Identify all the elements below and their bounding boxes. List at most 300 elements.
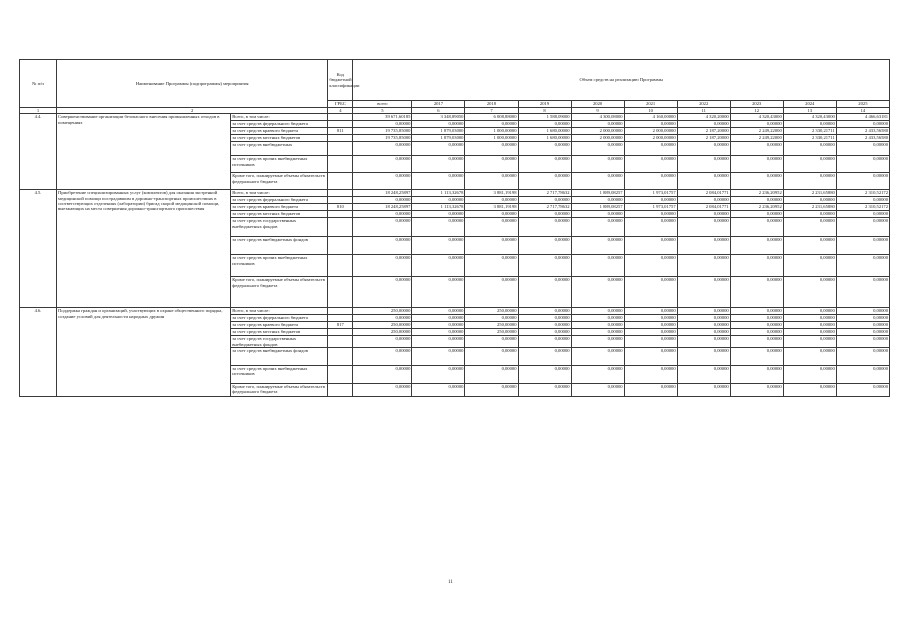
year-value: 0,00000 — [518, 315, 571, 322]
year-value: 1 000,00000 — [465, 135, 518, 142]
year-value: 0,00000 — [571, 197, 624, 204]
year-value: 0,00000 — [518, 322, 571, 329]
header-total: всего — [353, 101, 412, 108]
year-value: 0,00000 — [730, 255, 783, 277]
year-value: 0,00000 — [571, 156, 624, 173]
year-value: 0,00000 — [783, 142, 836, 156]
year-value: 1 973,01757 — [624, 204, 677, 211]
year-value: 0,00000 — [465, 156, 518, 173]
total-value: 0,00000 — [353, 237, 412, 255]
year-value: 0,00000 — [571, 255, 624, 277]
year-value: 0,00000 — [571, 365, 624, 383]
header-year: 2017 — [412, 101, 465, 108]
year-value: 0,00000 — [783, 347, 836, 365]
budget-table — [19, 59, 890, 397]
year-value: 0,00000 — [677, 197, 730, 204]
year-value: 0,00000 — [730, 121, 783, 128]
year-value: 1 680,00000 — [518, 135, 571, 142]
year-value: 0,00000 — [624, 347, 677, 365]
total-value: 0,00000 — [353, 121, 412, 128]
funding-source: Кроме того, планируемые объемы обязательств федерального бюджета — [231, 383, 328, 396]
year-value: 0,00000 — [465, 277, 518, 308]
year-value: 0,00000 — [836, 347, 889, 365]
year-value: 0,00000 — [730, 308, 783, 315]
column-number: 8 — [518, 108, 571, 114]
year-value: 0,00000 — [571, 277, 624, 308]
year-value: 0,00000 — [624, 142, 677, 156]
year-value: 0,00000 — [518, 197, 571, 204]
funding-source: за счет средств федерального бюджета — [231, 197, 328, 204]
year-value: 2 310,52172 — [836, 204, 889, 211]
year-value: 4 466,63181 — [836, 114, 889, 121]
year-value: 2 330,21711 — [783, 135, 836, 142]
funding-source: за счет средств внебюджетных — [231, 142, 328, 156]
funding-source: за счет средств государственных внебюджетных фондов — [231, 218, 328, 237]
grbs-code — [328, 114, 353, 121]
year-value: 0,00000 — [677, 329, 730, 336]
column-number: 9 — [571, 108, 624, 114]
year-value: 0,00000 — [465, 197, 518, 204]
year-value: 0,00000 — [836, 255, 889, 277]
year-value: 0,00000 — [571, 308, 624, 315]
year-value: 0,00000 — [571, 329, 624, 336]
year-value: 0,00000 — [412, 383, 465, 396]
year-value: 0,00000 — [677, 156, 730, 173]
header-year: 2020 — [571, 101, 624, 108]
column-number: 13 — [783, 108, 836, 114]
year-value: 0,00000 — [836, 211, 889, 218]
year-value: 0,00000 — [836, 315, 889, 322]
funding-source: за счет средств федерального бюджета — [231, 315, 328, 322]
year-value: 0,00000 — [677, 211, 730, 218]
year-value: 0,00000 — [836, 336, 889, 348]
year-value: 4 320,20000 — [677, 114, 730, 121]
row-number: 4.6. — [20, 308, 57, 397]
grbs-code — [328, 237, 353, 255]
year-value: 2 717,78632 — [518, 204, 571, 211]
year-value: 1 588,09000 — [518, 114, 571, 121]
header-number: № п/п — [20, 60, 57, 108]
year-value: 0,00000 — [730, 329, 783, 336]
year-value: 0,00000 — [412, 347, 465, 365]
year-value: 0,00000 — [677, 315, 730, 322]
year-value: 0,00000 — [730, 237, 783, 255]
funding-source: за счет средств государственных внебюджетных фондов — [231, 336, 328, 348]
year-value: 0,00000 — [465, 142, 518, 156]
total-value: 0,00000 — [353, 218, 412, 237]
year-value: 0,00000 — [783, 365, 836, 383]
year-value: 0,00000 — [730, 347, 783, 365]
year-value: 250,00000 — [465, 329, 518, 336]
activity-name: Приобретение специализированных услуг (комплектов) для оказания экстренной медицинской помощи пострадавшим в дорожно-транспортных происшествиях в соответствующих отделениях (лаборатории) бригад скорой медицинской помощи, выезжающих на места совершения дорожно-транспортного происшествия — [57, 190, 231, 308]
table-row — [20, 308, 890, 315]
year-value: 0,00000 — [783, 322, 836, 329]
year-value: 0,00000 — [624, 255, 677, 277]
year-value: 0,00000 — [783, 218, 836, 237]
year-value: 0,00000 — [730, 156, 783, 173]
grbs-code: 811 — [328, 128, 353, 135]
header-year: 2021 — [624, 101, 677, 108]
year-value: 0,00000 — [836, 277, 889, 308]
grbs-code: 810 — [328, 204, 353, 211]
funding-source: за счет средств краевого бюджета — [231, 322, 328, 329]
year-value: 0,00000 — [783, 315, 836, 322]
year-value: 0,00000 — [571, 173, 624, 190]
row-number: 4.5. — [20, 190, 57, 308]
year-value: 3 881,19198 — [465, 190, 518, 197]
year-value: 0,00000 — [836, 197, 889, 204]
year-value: 0,00000 — [836, 173, 889, 190]
year-value: 0,00000 — [677, 365, 730, 383]
year-value: 0,00000 — [518, 237, 571, 255]
funding-source: Всего, в том числе: — [231, 114, 328, 121]
funding-source: за счет средств внебюджетных фондов — [231, 347, 328, 365]
year-value: 0,00000 — [518, 336, 571, 348]
year-value: 0,00000 — [465, 336, 518, 348]
header-grbs: ГРБС — [328, 101, 353, 108]
total-value: 0,00000 — [353, 365, 412, 383]
funding-source: за счет средств прочих внебюджетных источников — [231, 156, 328, 173]
year-value: 0,00000 — [624, 211, 677, 218]
year-value: 0,00000 — [465, 347, 518, 365]
year-value: 2 236,20952 — [730, 204, 783, 211]
year-value: 0,00000 — [412, 315, 465, 322]
year-value: 0,00000 — [730, 322, 783, 329]
year-value: 2 249,22000 — [730, 135, 783, 142]
year-value: 0,00000 — [465, 121, 518, 128]
total-value: 250,00000 — [353, 308, 412, 315]
funding-source: за счет средств краевого бюджета — [231, 204, 328, 211]
year-value: 0,00000 — [465, 237, 518, 255]
year-value: 0,00000 — [624, 308, 677, 315]
year-value: 0,00000 — [518, 173, 571, 190]
year-value: 2 717,78632 — [518, 190, 571, 197]
year-value: 0,00000 — [412, 218, 465, 237]
year-value: 0,00000 — [730, 315, 783, 322]
year-value: 1 113,32678 — [412, 204, 465, 211]
year-value: 0,00000 — [412, 255, 465, 277]
header-budget-code: Код бюджетной классификации — [328, 60, 353, 101]
year-value: 0,00000 — [783, 197, 836, 204]
year-value: 0,00000 — [412, 237, 465, 255]
year-value: 0,00000 — [571, 383, 624, 396]
grbs-code — [328, 315, 353, 322]
year-value: 0,00000 — [836, 142, 889, 156]
header-year: 2025 — [836, 101, 889, 108]
column-number: 1 — [20, 108, 57, 114]
column-number: 7 — [465, 108, 518, 114]
year-value: 1 000,00000 — [465, 128, 518, 135]
year-value: 0,00000 — [412, 329, 465, 336]
year-value: 0,00000 — [518, 365, 571, 383]
year-value: 0,00000 — [518, 142, 571, 156]
year-value: 0,00000 — [677, 322, 730, 329]
year-value: 0,00000 — [677, 237, 730, 255]
year-value: 0,00000 — [518, 156, 571, 173]
grbs-code — [328, 142, 353, 156]
header-year: 2024 — [783, 101, 836, 108]
grbs-code — [328, 308, 353, 315]
year-value: 0,00000 — [783, 308, 836, 315]
year-value: 3 881,19198 — [465, 204, 518, 211]
total-value: 250,00000 — [353, 329, 412, 336]
year-value: 1 889,08257 — [571, 190, 624, 197]
row-number: 4.4. — [20, 114, 57, 190]
year-value: 0,00000 — [624, 277, 677, 308]
grbs-code — [328, 255, 353, 277]
year-value: 0,00000 — [412, 211, 465, 218]
year-value: 0,00000 — [465, 383, 518, 396]
year-value: 0,00000 — [624, 173, 677, 190]
total-value: 0,00000 — [353, 255, 412, 277]
year-value: 2 000,00000 — [624, 135, 677, 142]
year-value: 0,00000 — [412, 142, 465, 156]
year-value: 1 113,32678 — [412, 190, 465, 197]
year-value: 0,00000 — [412, 121, 465, 128]
grbs-code — [328, 190, 353, 197]
grbs-code — [328, 121, 353, 128]
grbs-code — [328, 135, 353, 142]
year-value: 0,00000 — [624, 237, 677, 255]
year-value: 0,00000 — [518, 277, 571, 308]
year-value: 0,00000 — [730, 211, 783, 218]
year-value: 2 187,20000 — [677, 135, 730, 142]
year-value: 2 433,56580 — [836, 128, 889, 135]
column-number: 12 — [730, 108, 783, 114]
grbs-code — [328, 173, 353, 190]
year-value: 0,00000 — [412, 173, 465, 190]
year-value: 0,00000 — [571, 237, 624, 255]
grbs-code — [328, 197, 353, 204]
year-value: 0,00000 — [836, 365, 889, 383]
year-value: 0,00000 — [571, 347, 624, 365]
year-value: 0,00000 — [624, 315, 677, 322]
year-value: 0,00000 — [571, 211, 624, 218]
year-value: 0,00000 — [783, 277, 836, 308]
page-number: 11 — [448, 580, 453, 585]
year-value: 2 084,01771 — [677, 190, 730, 197]
year-value: 0,00000 — [518, 218, 571, 237]
table-row — [20, 190, 890, 197]
year-value: 0,00000 — [730, 218, 783, 237]
year-value: 2 000,00000 — [571, 128, 624, 135]
year-value: 0,00000 — [783, 237, 836, 255]
year-value: 0,00000 — [783, 211, 836, 218]
header-year: 2019 — [518, 101, 571, 108]
total-value: 0,00000 — [353, 197, 412, 204]
year-value: 4 300,08000 — [571, 114, 624, 121]
header-year: 2018 — [465, 101, 518, 108]
column-number: 10 — [624, 108, 677, 114]
year-value: 0,00000 — [518, 383, 571, 396]
funding-source: за счет средств прочих внебюджетных источников — [231, 365, 328, 383]
year-value: 0,00000 — [836, 237, 889, 255]
year-value: 0,00000 — [730, 142, 783, 156]
year-value: 3 348,89050 — [412, 114, 465, 121]
year-value: 0,00000 — [518, 329, 571, 336]
funding-source: за счет средств федерального бюджета — [231, 121, 328, 128]
year-value: 2 000,00000 — [571, 135, 624, 142]
year-value: 0,00000 — [836, 218, 889, 237]
year-value: 0,00000 — [571, 322, 624, 329]
funding-source: Кроме того, планируемые объемы обязательств федерального бюджета — [231, 173, 328, 190]
year-value: 0,00000 — [518, 121, 571, 128]
year-value: 0,00000 — [730, 173, 783, 190]
year-value: 0,00000 — [836, 329, 889, 336]
year-value: 0,00000 — [465, 218, 518, 237]
year-value: 0,00000 — [412, 156, 465, 173]
year-value: 2 249,22000 — [730, 128, 783, 135]
year-value: 0,00000 — [730, 336, 783, 348]
total-value: 0,00000 — [353, 173, 412, 190]
year-value: 0,00000 — [836, 156, 889, 173]
year-value: 0,00000 — [412, 365, 465, 383]
funding-source: Всего, в том числе: — [231, 308, 328, 315]
year-value: 0,00000 — [518, 255, 571, 277]
year-value: 0,00000 — [624, 197, 677, 204]
grbs-code — [328, 365, 353, 383]
year-value: 4 160,00000 — [624, 114, 677, 121]
year-value: 0,00000 — [677, 277, 730, 308]
year-value: 0,00000 — [624, 121, 677, 128]
year-value: 0,00000 — [677, 218, 730, 237]
column-number: 5 — [353, 108, 412, 114]
year-value: 0,00000 — [836, 322, 889, 329]
year-value: 0,00000 — [783, 121, 836, 128]
grbs-code — [328, 211, 353, 218]
year-value: 0,00000 — [624, 383, 677, 396]
funding-source: за счет средств местных бюджетов — [231, 329, 328, 336]
year-value: 0,00000 — [624, 336, 677, 348]
funding-source: за счет средств прочих внебюджетных источников — [231, 255, 328, 277]
header-year: 2022 — [677, 101, 730, 108]
year-value: 2 231,65880 — [783, 204, 836, 211]
year-value: 0,00000 — [783, 156, 836, 173]
grbs-code — [328, 156, 353, 173]
year-value: 0,00000 — [571, 315, 624, 322]
year-value: 0,00000 — [677, 173, 730, 190]
grbs-code — [328, 218, 353, 237]
total-value: 18 248,25897 — [353, 190, 412, 197]
header-funding-volume: Объем средств на реализацию Программы — [353, 60, 890, 101]
year-value: 250,00000 — [465, 322, 518, 329]
grbs-code — [328, 277, 353, 308]
year-value: 0,00000 — [518, 211, 571, 218]
column-number: 11 — [677, 108, 730, 114]
total-value: 0,00000 — [353, 383, 412, 396]
year-value: 0,00000 — [465, 173, 518, 190]
grbs-code — [328, 329, 353, 336]
year-value: 0,00000 — [624, 218, 677, 237]
year-value: 0,00000 — [624, 329, 677, 336]
activity-name: Совершенствование организации безопасного внесения промышленных отходов в помещениях — [57, 114, 231, 190]
activity-name: Поддержка граждан и организаций, участвующих в охране общественного порядка, создание условий для деятельности народных дружин — [57, 308, 231, 397]
total-value: 0,00000 — [353, 142, 412, 156]
year-value: 0,00000 — [571, 336, 624, 348]
funding-source: за счет средств местных бюджетов — [231, 211, 328, 218]
year-value: 0,00000 — [677, 347, 730, 365]
year-value: 0,00000 — [518, 347, 571, 365]
year-value: 0,00000 — [783, 329, 836, 336]
column-number: 2 — [57, 108, 328, 114]
year-value: 0,00000 — [730, 383, 783, 396]
header-program-name: Наименование Программы (подпрограммы) мероприятия — [57, 60, 328, 108]
year-value: 0,00000 — [783, 336, 836, 348]
total-value: 0,00000 — [353, 211, 412, 218]
grbs-code — [328, 336, 353, 348]
year-value: 4 320,43000 — [783, 114, 836, 121]
year-value: 0,00000 — [836, 308, 889, 315]
year-value: 0,00000 — [571, 142, 624, 156]
year-value: 0,00000 — [412, 336, 465, 348]
year-value: 0,00000 — [412, 197, 465, 204]
total-value: 0,00000 — [353, 277, 412, 308]
year-value: 2 000,00000 — [624, 128, 677, 135]
year-value: 0,00000 — [624, 365, 677, 383]
funding-source: за счет средств краевого бюджета — [231, 128, 328, 135]
total-value: 0,00000 — [353, 336, 412, 348]
total-value: 18 248,25897 — [353, 204, 412, 211]
funding-source: Всего, в том числе: — [231, 190, 328, 197]
year-value: 0,00000 — [412, 308, 465, 315]
header-year: 2023 — [730, 101, 783, 108]
year-value: 2 330,21711 — [783, 128, 836, 135]
year-value: 2 236,20952 — [730, 190, 783, 197]
year-value: 1 973,01757 — [624, 190, 677, 197]
total-value: 39 671,60185 — [353, 114, 412, 121]
year-value: 0,00000 — [624, 322, 677, 329]
year-value: 0,00000 — [730, 197, 783, 204]
year-value: 0,00000 — [518, 308, 571, 315]
year-value: 2 231,65880 — [783, 190, 836, 197]
year-value: 0,00000 — [571, 218, 624, 237]
year-value: 0,00000 — [677, 142, 730, 156]
funding-source: за счет средств местных бюджетов — [231, 135, 328, 142]
table-body — [20, 114, 890, 397]
total-value: 0,00000 — [353, 315, 412, 322]
grbs-code — [328, 383, 353, 396]
year-value: 0,00000 — [624, 156, 677, 173]
year-value: 1 879,03000 — [412, 135, 465, 142]
year-value: 0,00000 — [677, 255, 730, 277]
grbs-code: 817 — [328, 322, 353, 329]
year-value: 2 084,01771 — [677, 204, 730, 211]
total-value: 19 735,85000 — [353, 135, 412, 142]
year-value: 0,00000 — [836, 383, 889, 396]
year-value: 2 310,52172 — [836, 190, 889, 197]
year-value: 0,00000 — [465, 211, 518, 218]
table-header — [20, 60, 890, 114]
year-value: 0,00000 — [412, 277, 465, 308]
year-value: 4 320,43000 — [730, 114, 783, 121]
column-number: 4 — [328, 108, 353, 114]
year-value: 0,00000 — [465, 365, 518, 383]
year-value: 0,00000 — [730, 365, 783, 383]
year-value: 0,00000 — [571, 121, 624, 128]
grbs-code — [328, 347, 353, 365]
year-value: 0,00000 — [783, 173, 836, 190]
year-value: 1 889,08257 — [571, 204, 624, 211]
year-value: 0,00000 — [677, 336, 730, 348]
year-value: 0,00000 — [730, 277, 783, 308]
total-value: 0,00000 — [353, 347, 412, 365]
total-value: 19 735,85000 — [353, 128, 412, 135]
funding-source: за счет средств внебюджетных фондов — [231, 237, 328, 255]
year-value: 0,00000 — [677, 308, 730, 315]
total-value: 250,00000 — [353, 322, 412, 329]
year-value: 2 433,56580 — [836, 135, 889, 142]
table-row — [20, 114, 890, 121]
